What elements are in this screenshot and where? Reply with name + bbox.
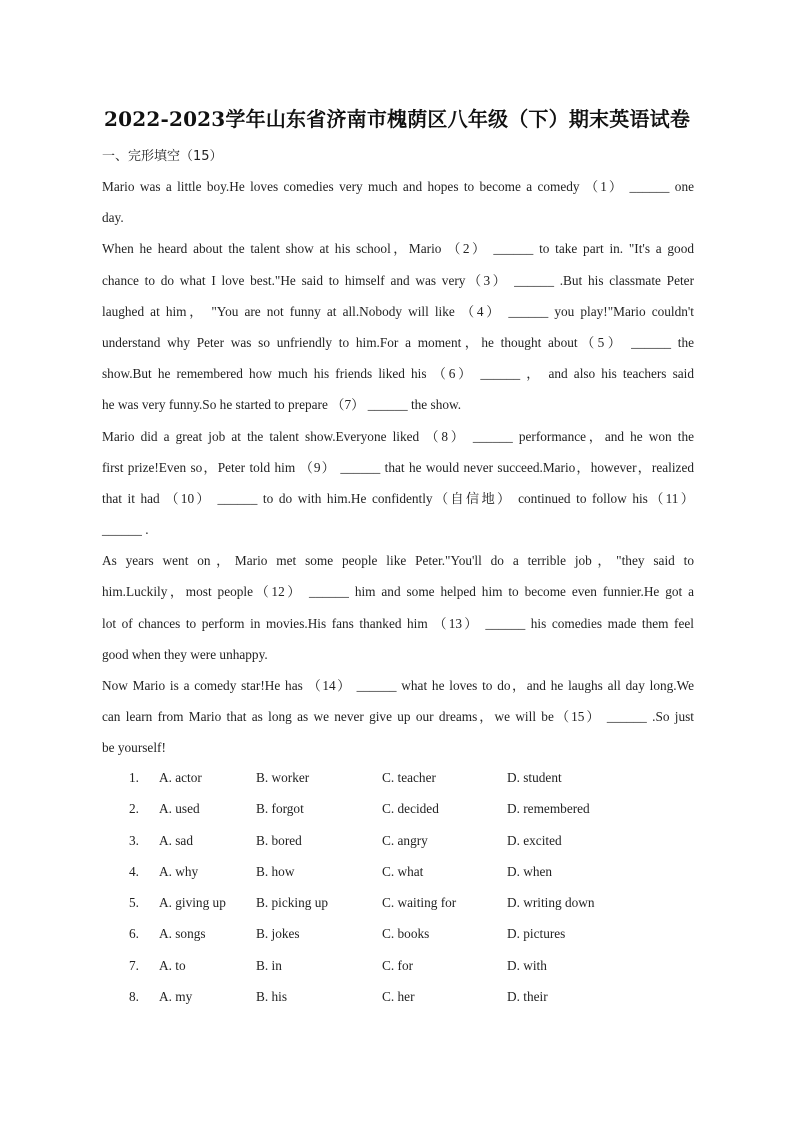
option-c: C. for	[382, 957, 414, 973]
option-a: A. songs	[159, 926, 206, 942]
option-a: A. why	[159, 863, 199, 879]
question-number: 5.	[129, 895, 139, 911]
passage-line: first prize!Even so，Peter told him （9） ______ that he would never succeed.Mario，however，realized	[102, 459, 694, 475]
option-d: D. with	[507, 957, 547, 973]
option-c: C. teacher	[382, 770, 436, 785]
question-row	[129, 762, 649, 793]
passage-line: ______ .	[102, 522, 149, 538]
passage-line: show.But he remembered how much his friends liked his （6） ______ ， and also his teachers said	[102, 366, 694, 382]
question-row	[129, 950, 649, 981]
question-number: 6.	[129, 926, 139, 942]
option-d: D. writing down	[507, 895, 595, 911]
question-row	[129, 887, 649, 918]
option-c: C. decided	[382, 801, 439, 817]
passage-line: be yourself!	[102, 740, 166, 756]
option-a: A. actor	[159, 770, 202, 785]
option-a: A. giving up	[159, 895, 226, 911]
section-heading: 一、完形填空（15）	[102, 149, 223, 164]
option-c: C. angry	[382, 832, 428, 848]
question-number: 7.	[129, 957, 139, 973]
option-b: B. picking up	[256, 895, 329, 911]
passage-line: laughed at him， "You are not funny at all.Nobody will like （4） ______ you play!"Mario couldn't	[102, 303, 694, 319]
passage-line: Mario was a little boy.He loves comedies very much and hopes to become a comedy （1） ______ one	[102, 179, 694, 194]
question-row	[129, 981, 649, 1012]
option-d: D. remembered	[507, 801, 590, 817]
passage-line: Now Mario is a comedy star!He has （14） ______ what he loves to do，and he laughs all day long.We	[102, 678, 694, 693]
option-b: B. his	[256, 989, 288, 1005]
option-d: D. when	[507, 863, 553, 879]
passage-line: him.Luckily，most people（12） ______ him and some helped him to become even funnier.He got a	[102, 584, 694, 600]
question-row	[129, 918, 649, 949]
question-number: 8.	[129, 989, 139, 1005]
passage-line: that it had （10） ______ to do with him.He confidently（自信地） continued to follow his（11）	[102, 490, 694, 506]
passage-line: good when they were unhappy.	[102, 646, 268, 662]
option-a: A. my	[159, 989, 193, 1005]
option-d: D. pictures	[507, 926, 566, 942]
option-b: B. how	[256, 863, 295, 879]
option-b: B. bored	[256, 832, 302, 848]
passage-line: day.	[102, 210, 124, 226]
exam-title: 2022-2023学年山东省济南市槐荫区八年级（下）期末英语试卷	[103, 107, 691, 131]
option-d: D. student	[507, 770, 562, 785]
passage-line: lot of chances to perform in movies.His fans thanked him （13） ______ his comedies made them feel	[102, 615, 694, 631]
option-c: C. waiting for	[382, 895, 457, 911]
option-b: B. forgot	[256, 801, 304, 817]
option-c: C. what	[382, 863, 424, 879]
option-a: A. sad	[159, 832, 193, 848]
question-row	[129, 856, 649, 887]
passage-line: chance to do what I love best."He said to himself and was very（3） ______ .But his classmate Peter	[102, 272, 694, 288]
option-b: B. worker	[256, 770, 310, 785]
option-c: C. books	[382, 926, 430, 942]
option-c: C. her	[382, 989, 415, 1005]
passage-line: understand why Peter was so unfriendly to him.For a moment，he thought about（5） ______ the	[102, 334, 694, 350]
question-number: 2.	[129, 801, 139, 817]
question-row	[129, 825, 649, 856]
question-number: 4.	[129, 863, 139, 879]
question-row	[129, 793, 649, 824]
passage-line: can learn from Mario that as long as we never give up our dreams，we will be（15） ______ .So just	[102, 709, 694, 725]
cloze-passage	[102, 171, 694, 764]
question-number: 3.	[129, 832, 139, 848]
option-b: B. in	[256, 957, 282, 973]
option-a: A. to	[159, 957, 186, 973]
answer-options	[129, 762, 649, 1012]
passage-line: he was very funny.So he started to prepare （7） ______ the show.	[102, 397, 462, 413]
option-d: D. excited	[507, 832, 562, 848]
passage-line: As years went on，Mario met some people like Peter."You'll do a terrible job，"they said to	[102, 553, 694, 569]
passage-line: When he heard about the talent show at his school，Mario （2） ______ to take part in. "It's a good	[102, 241, 694, 257]
passage-line: Mario did a great job at the talent show.Everyone liked （8） ______ performance，and he won the	[102, 428, 694, 444]
question-number: 1.	[129, 770, 139, 785]
option-d: D. their	[507, 989, 548, 1005]
option-b: B. jokes	[256, 926, 300, 942]
option-a: A. used	[159, 801, 200, 817]
